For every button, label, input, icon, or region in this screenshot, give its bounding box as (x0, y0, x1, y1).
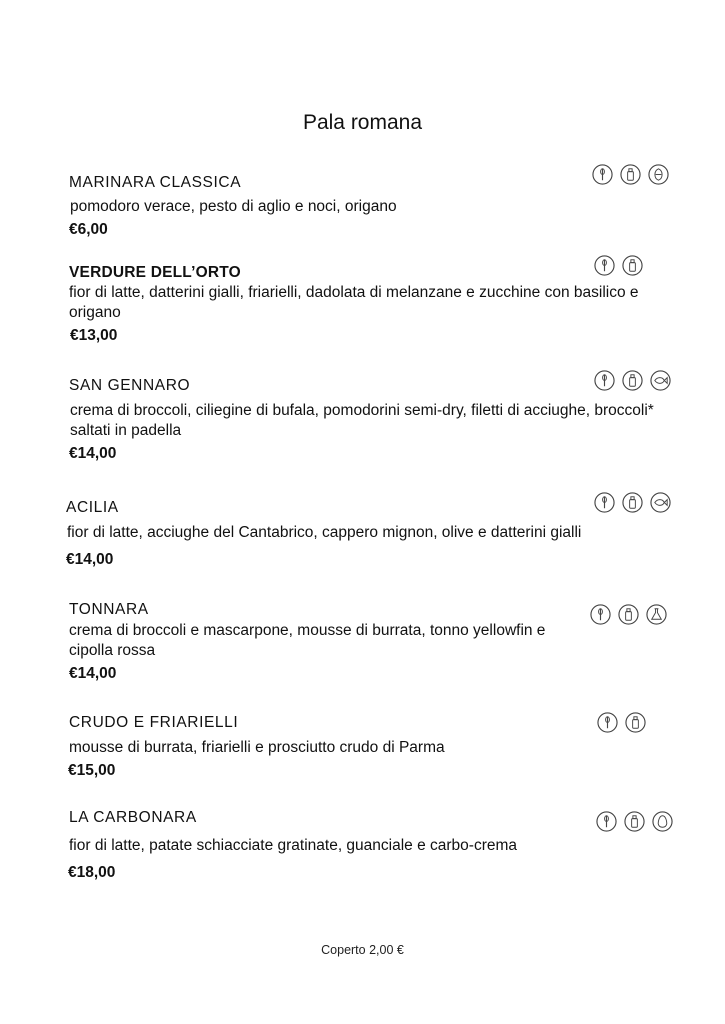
wheat-icon (590, 604, 611, 625)
milk-bottle-icon (620, 164, 641, 185)
wheat-icon (592, 164, 613, 185)
item-price: €14,00 (69, 665, 117, 682)
wheat-icon (594, 370, 615, 391)
wheat-icon (596, 811, 617, 832)
allergen-icons (597, 712, 646, 733)
milk-bottle-icon (624, 811, 645, 832)
allergen-icons (590, 604, 667, 625)
item-description: crema di broccoli e mascarpone, mousse di burrata, tonno yellowfin e cipolla rossa (69, 622, 546, 659)
wheat-icon (594, 255, 615, 276)
milk-bottle-icon (618, 604, 639, 625)
item-price: €18,00 (68, 864, 116, 881)
item-price: €14,00 (69, 445, 117, 462)
item-description: pomodoro verace, pesto di aglio e noci, origano (70, 198, 397, 215)
milk-bottle-icon (622, 492, 643, 513)
fish-icon (650, 492, 671, 513)
item-name: MARINARA CLASSICA (69, 174, 242, 191)
item-description: crema di broccoli, ciliegine di bufala, pomodorini semi-dry, filetti di acciughe, broccoli* saltati in padella (70, 402, 654, 439)
milk-bottle-icon (622, 370, 643, 391)
allergen-icons (594, 255, 643, 276)
item-name: VERDURE DELL’ORTO (69, 264, 241, 281)
cover-charge-note: Coperto 2,00 € (321, 943, 404, 957)
item-price: €13,00 (70, 327, 118, 344)
item-name: ACILIA (66, 499, 119, 516)
egg-icon (652, 811, 673, 832)
item-name: TONNARA (69, 601, 149, 618)
wheat-icon (597, 712, 618, 733)
item-description: mousse di burrata, friarielli e prosciutto crudo di Parma (69, 739, 445, 756)
item-price: €15,00 (68, 762, 116, 779)
fish-icon (650, 370, 671, 391)
item-description: fior di latte, datterini gialli, friarielli, dadolata di melanzane e zucchine con basilico e origano (69, 284, 639, 321)
allergen-icons (594, 492, 671, 513)
item-description: fior di latte, patate schiacciate gratinate, guanciale e carbo-crema (69, 837, 518, 854)
allergen-icons (596, 811, 673, 832)
item-price: €6,00 (69, 221, 108, 238)
item-name: LA CARBONARA (69, 809, 197, 826)
nut-icon (648, 164, 669, 185)
flask-icon (646, 604, 667, 625)
item-name: SAN GENNARO (69, 377, 191, 394)
milk-bottle-icon (625, 712, 646, 733)
item-name: CRUDO E FRIARIELLI (69, 714, 239, 731)
allergen-icons (594, 370, 671, 391)
milk-bottle-icon (622, 255, 643, 276)
page-title: Pala romana (302, 111, 423, 134)
item-price: €14,00 (66, 551, 114, 568)
item-description: fior di latte, acciughe del Cantabrico, cappero mignon, olive e datterini gialli (67, 524, 582, 541)
allergen-icons (592, 164, 669, 185)
wheat-icon (594, 492, 615, 513)
